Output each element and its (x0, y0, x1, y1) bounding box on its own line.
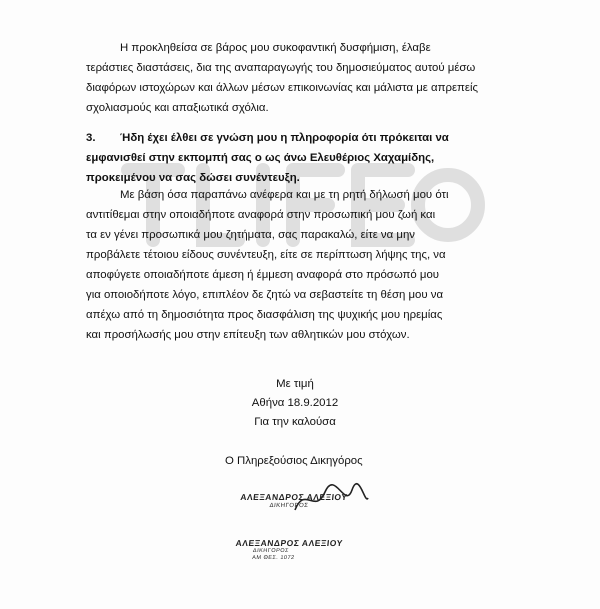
paragraph-line: τεράστιες διαστάσεις, δια της αναπαραγωγής του δημοσιεύματος αυτού μέσω (86, 62, 476, 74)
paragraph-line: εμφανισθεί στην εκπομπή σας ο ως άνω Ελευθέριος Χαχαμίδης, (86, 152, 435, 164)
attorney-stamp-1 (239, 492, 348, 510)
closing-regards: Με τιμή (276, 378, 314, 390)
paragraph-line: απέχω από τη δημοσιότητα προς διασφάλιση της ψυχικής μου ηρεμίας (86, 309, 443, 321)
paragraph-line: Η προκληθείσα σε βάρος μου συκοφαντική δυσφήμιση, έλαβε (120, 42, 431, 54)
stamp-title: ΔΙΚΗΓΟΡΟΣ (269, 503, 309, 509)
paragraph-line: σχολιασμούς και απαξιωτικά σχόλια. (86, 102, 269, 114)
paragraph-line: για οποιοδήποτε λόγο, επιπλέον δε ζητώ να σεβαστείτε τη θέση μου να (86, 289, 444, 301)
closing-block (230, 375, 360, 432)
closing-date: Αθήνα 18.9.2012 (251, 397, 339, 409)
paragraph-2 (86, 128, 523, 188)
paragraph-line: προκειμένου να σας δώσει συνέντευξη. (86, 172, 300, 184)
attorney-title: Ο Πληρεξούσιος Δικηγόρος (225, 455, 363, 467)
stamp-name: ΑΛΕΞΑΝΔΡΟΣ ΑΛΕΞΙΟΥ (239, 492, 349, 502)
paragraph-line: και προσήλωσής μου στην επίτευξη των αθλητικών μου στόχων. (86, 329, 410, 341)
stamp-title: ΔΙΚΗΓΟΡΟΣ (252, 548, 290, 554)
closing-on-behalf: Για την καλούσα (254, 416, 336, 428)
paragraph-line: αντιτίθεμαι στην οποιαδήποτε αναφορά στην προσωπική μου ζωή και (86, 209, 436, 221)
paragraph-line: αποφύγετε οποιαδήποτε άμεση ή έμμεση αναφορά στο πρόσωπό μου (86, 269, 440, 281)
paragraph-line-text: Ήδη έχει έλθει σε γνώση μου η πληροφορία ότι πρόκειται να (120, 132, 449, 144)
stamp-name: ΑΛΕΞΑΝΔΡΟΣ ΑΛΕΞΙΟΥ (235, 538, 344, 548)
stamp-address: ΑΜ ΘΕΣ. 1072 (251, 555, 295, 561)
attorney-stamp-2 (234, 538, 344, 562)
paragraph-1 (86, 38, 523, 118)
paragraph-line: Με βάση όσα παραπάνω ανέφερα και με τη ρητή δήλωσή μου ότι (120, 189, 449, 201)
paragraph-line: τα εν γένει προσωπικά μου ζητήματα, σας παρακαλώ, είτε να μην (86, 229, 415, 241)
paragraph-line: διαφόρων ιστοχώρων και άλλων μέσων επικοινωνίας και μάλιστα με απρεπείς (86, 82, 478, 94)
paragraph-3 (86, 185, 523, 345)
paragraph-line: προβάλετε τέτοιου είδους συνέντευξη, είτε σε περίπτωση λήψης της, να (86, 249, 446, 261)
paragraph-number: 3. (86, 132, 96, 144)
paragraph-line (86, 128, 523, 148)
